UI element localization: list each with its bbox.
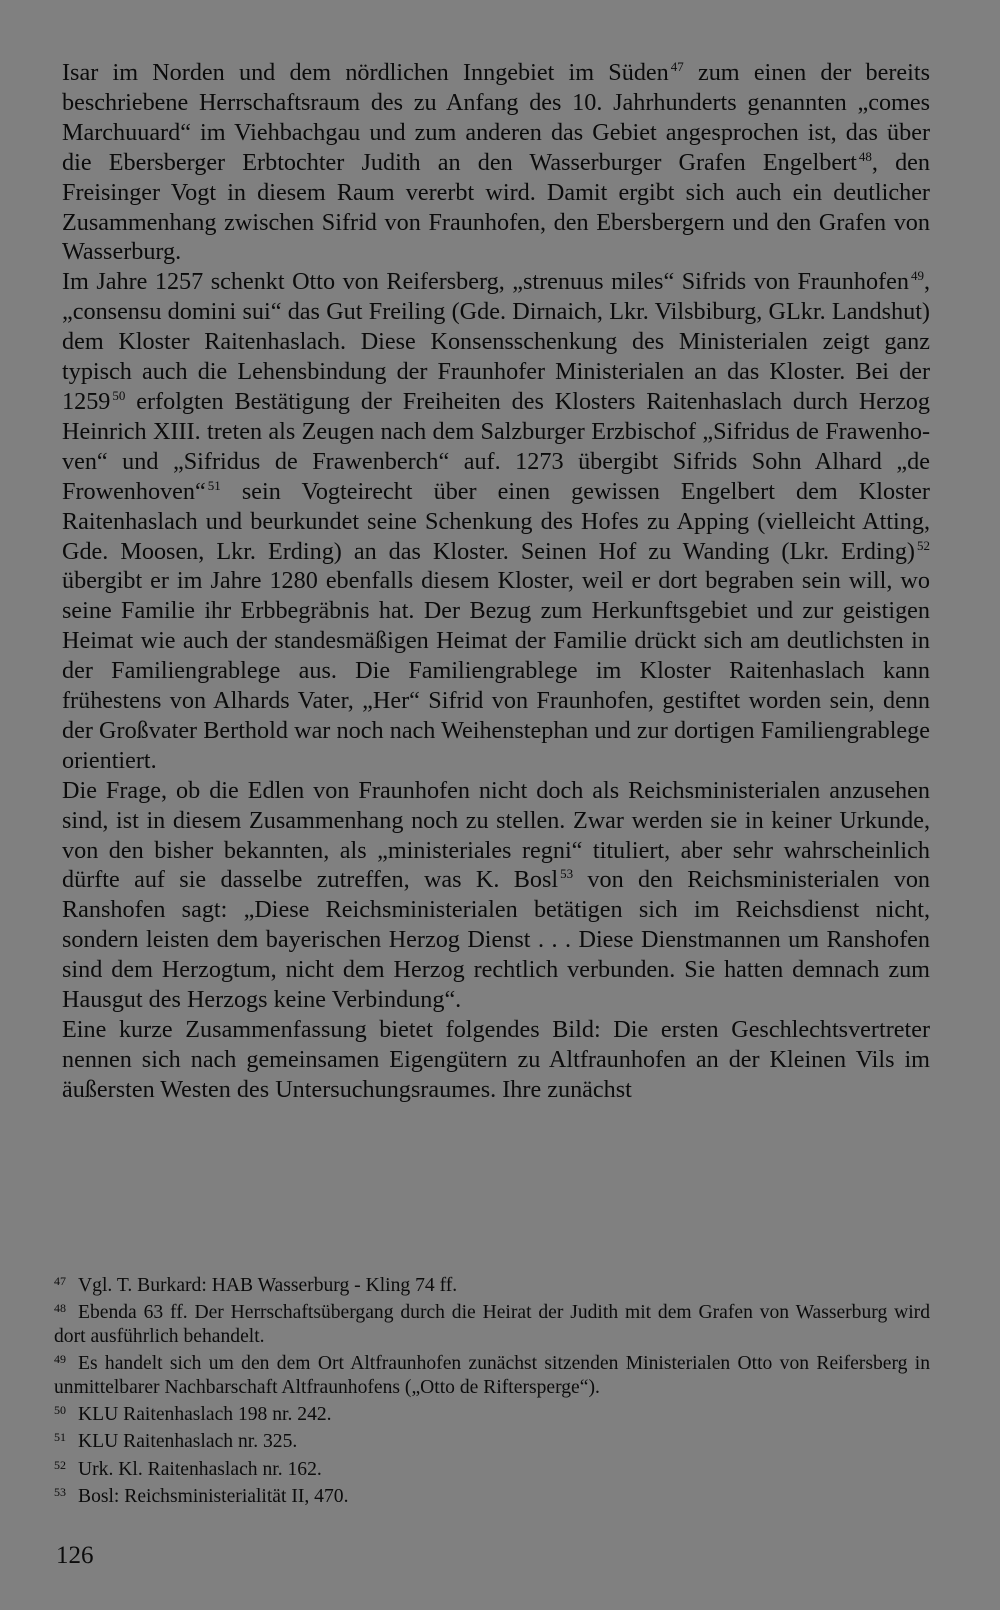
footnote-reference: 47 <box>670 59 684 74</box>
footnote-number: 53 <box>54 1485 66 1500</box>
footnote <box>54 1297 930 1348</box>
footnote <box>54 1348 930 1399</box>
body-text <box>62 58 930 1105</box>
text-run: Im Jahre 1257 schenkt Otto von Reifersberg, „strenuus miles“ Sifrids von Fraunhofen <box>62 268 909 296</box>
footnote-number: 51 <box>54 1430 66 1445</box>
text-run: zum einen der bereits beschriebene Herrschaftsraum des zu Anfang des 10. Jahrhunderts genannten „comes Marchuuard“ im Viehbachgau und zum anderen das Gebiet angesprochen ist, das über die Ebersberger Erbtochter Judith an den Wasserburger Grafen Engelbert <box>62 59 930 176</box>
footnote-reference: 49 <box>910 268 924 284</box>
footnote-text: KLU Raitenhaslach 198 nr. 242. <box>78 1404 332 1426</box>
text-run: Isar im Norden und dem nördlichen Inngebiet im Süden <box>62 59 669 86</box>
text-run: Die Frage, ob die Edlen von Fraunhofen nicht doch als Reichsministerialen anzusehen sind, ist in diesem Zusammenhang noch zu stellen. Zwar werden sie in keiner Urkunde, von den bisher bekannten, als „ministeriales regni“ tituliert, aber sehr wahrscheinlich dürfte auf sie dasselbe zutreffen, was K. Bosl <box>62 776 930 894</box>
footnote-number: 49 <box>54 1352 66 1367</box>
footnote <box>54 1481 930 1508</box>
footnote-reference: 52 <box>917 537 930 553</box>
footnote-text: Vgl. T. Burkard: HAB Wasserburg - Kling 74 ff. <box>78 1275 458 1296</box>
footnotes <box>54 1270 930 1509</box>
footnote-text: Ebenda 63 ff. Der Herrschaftsübergang durch die Heirat der Judith mit dem Grafen von Wasserburg wird dort ausführlich behandelt. <box>54 1302 930 1347</box>
footnote-number: 50 <box>54 1403 66 1418</box>
text-run: von den Reichsministerialen von Ranshofen sagt: „Diese Reichsministerialen betätigen sich im Reichsdienst nicht, sondern leisten dem bayerischen Herzog Dienst . . . Diese Dienstmannen um Ranshofen sind dem Herzogtum, nicht dem Herzog rechtlich verbunden. Sie hatten demnach zum Hausgut des Herzogs keine Verbindung“. <box>62 866 931 1014</box>
footnote-reference: 50 <box>112 387 126 403</box>
footnote-text: KLU Raitenhaslach nr. 325. <box>78 1431 298 1453</box>
page-number: 126 <box>56 1542 94 1569</box>
footnote-text: Bosl: Reichsministerialität II, 470. <box>78 1486 349 1508</box>
footnote <box>54 1454 930 1481</box>
footnote-number: 48 <box>54 1301 66 1316</box>
text-run: , „consensu domini sui“ das Gut Freiling (Gde. Dirnaich, Lkr. Vilsbiburg, GLkr. Landshut) dem Kloster Raitenhaslach. Diese Konsensschenkung des Ministerialen zeigt ganz typisch auch die Lehensbindung der Fraunhofer Ministerialen an das Kloster. Bei der 1259 <box>62 268 930 415</box>
footnote-text: Es handelt sich um den dem Ort Altfraunhofen zunächst sitzenden Ministerialen Otto von Reifersberg in unmittelbarer Nachbarschaft Altfraunhofens („Otto de Riftersperge“). <box>54 1353 930 1398</box>
body-paragraph <box>62 776 930 1015</box>
text-run: übergibt er im Jahre 1280 ebenfalls diesem Kloster, weil er dort begraben sein will, wo seine Familie ihr Erbbegräbnis hat. Der Bezug zum Herkunftsgebiet und zur geistigen Heimat wie auch der standesmäßigen Heimat der Familie drückt sich am deutlichsten in der Familiengrablege aus. Die Familiengrablege im Kloster Raitenhaslach kann frühestens von Alhards Vater, „Her“ Sifrid von Fraunhofen, gestiftet worden sein, denn der Großvater Berthold war noch nach Weihenstephan und zur dortigen Familiengrablege orientiert. <box>62 567 930 774</box>
footnote-text: Urk. Kl. Raitenhaslach nr. 162. <box>78 1458 322 1480</box>
text-run: erfolgten Bestätigung der Freiheiten des Klosters Raitenhaslach durch Herzog Heinrich XIII. treten als Zeugen nach dem Salzburger Erzbischof „Sifridus de Frawenhoven“ und „Sifridus de Frawenberch“ auf. 1273 übergibt Sifrids Sohn Alhard „de Frowenhoven“ <box>62 387 930 505</box>
footnote <box>54 1270 930 1297</box>
footnote <box>54 1399 930 1426</box>
footnote-number: 47 <box>54 1274 66 1288</box>
footnote-reference: 53 <box>560 866 574 882</box>
text-run: sein Vogteirecht über einen gewissen Engelbert dem Kloster Raitenhaslach und beurkundet seine Schenkung des Hofes zu Apping (vielleicht Atting, Gde. Moosen, Lkr. Erding) an das Kloster. Seinen Hof zu Wanding (Lkr. Erding) <box>62 477 930 565</box>
footnote <box>54 1426 930 1453</box>
body-paragraph <box>62 267 930 775</box>
text-run: Eine kurze Zusammenfassung bietet folgendes Bild: Die ersten Geschlechtsvertreter nennen sich nach gemeinsamen Eigengütern zu Altfraunhofen an der Kleinen Vils im äußersten Westen des Untersuchungsraumes. Ihre zunächst <box>62 1016 930 1103</box>
body-paragraph <box>62 58 930 267</box>
text-run: , den Freisinger Vogt in diesem Raum vererbt wird. Damit ergibt sich auch ein deutlicher Zusammenhang zwischen Sifrid von Fraunhofen, den Ebersbergern und den Grafen von Wasserburg. <box>62 148 930 266</box>
body-paragraph <box>62 1015 930 1105</box>
footnote-reference: 51 <box>207 477 221 493</box>
footnote-reference: 48 <box>858 148 872 164</box>
footnote-number: 52 <box>54 1457 66 1472</box>
